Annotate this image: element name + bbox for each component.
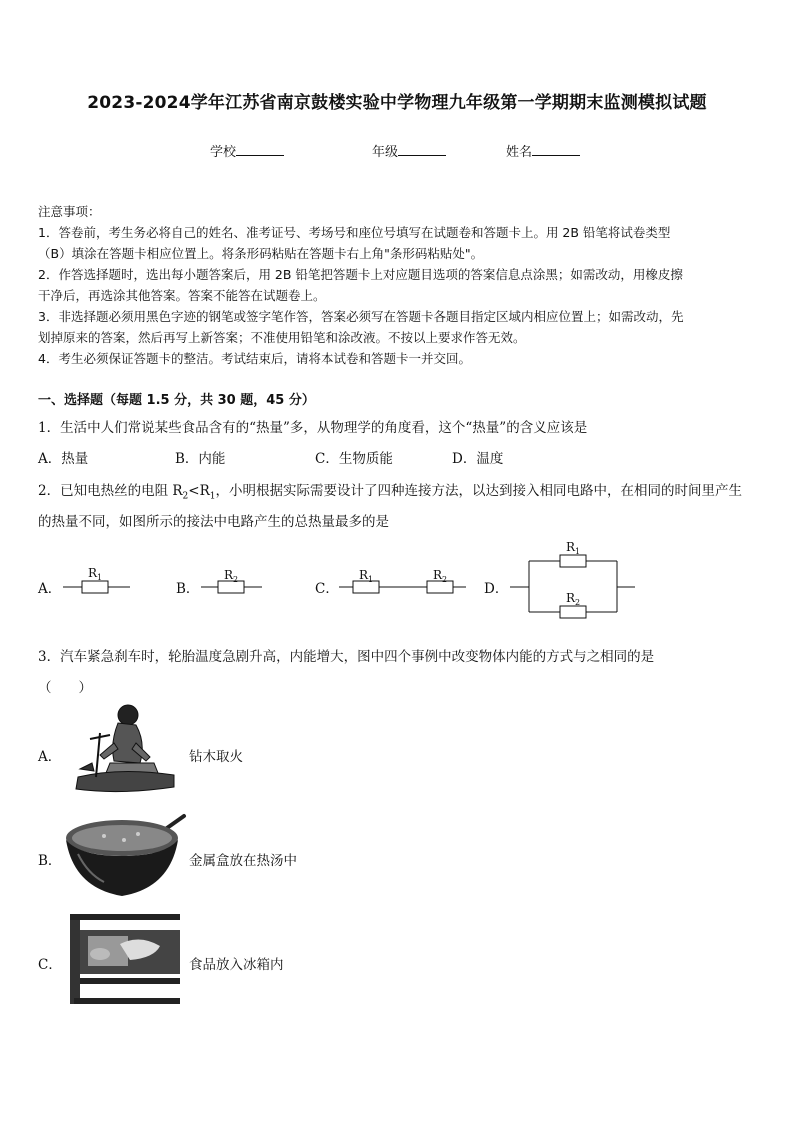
resistor-label-d2: $R_2$ [566,591,581,607]
grade-label: 年级 [372,145,399,160]
name-label: 姓名 [506,145,533,160]
q3-option-a-text: 钻木取火 [189,749,243,765]
q2-option-c-label: C． [315,581,339,597]
notes-heading: 注意事项： [38,204,101,219]
name-blank [532,143,580,156]
q3-stem-line2: （ ） [38,680,92,696]
resistor-label-c2: $R_2$ [433,568,448,584]
q2-stem-part: <R [188,483,210,499]
q1-options [38,447,758,467]
resistor-label-d1: $R_1$ [566,540,581,556]
resistor-label-b: $R_2$ [224,568,239,584]
circuit-a [63,581,130,593]
q3-option-a-label: A． [38,749,62,765]
q2-option-d-label: D． [484,581,509,597]
notes-line: （B）填涂在答题卡相应位置上。将条形码粘贴在答题卡右上角"条形码粘贴处"。 [38,246,484,261]
fridge-food-image [70,914,182,1006]
q3-option-b-label: B． [38,853,62,869]
q3-option-c-text: 食品放入冰箱内 [189,957,284,973]
notes-line: 划掉原来的答案，然后再写上新答案；不准使用铅笔和涂改液。不按以上要求作答无效。 [38,330,526,345]
resistor-label-a: $R_1$ [88,566,103,582]
q2-sub: 2 [182,491,189,502]
q2-stem-line2: 的热量不同，如图所示的接法中电路产生的总热量最多的是 [38,514,389,530]
q1-option-b: B．内能 [175,451,226,467]
q2-circuits [0,530,794,620]
grade-field [372,141,446,160]
hot-soup-bowl-image [64,810,188,900]
resistor-label-c1: $R_1$ [359,568,374,584]
circuit-d [510,555,635,618]
q2-option-a-label: A． [38,581,62,597]
circuit-b [201,581,262,593]
q2-stem-line1 [38,479,742,502]
q3-option-c-label: C． [38,957,62,973]
q2-option-b-label: B． [176,581,200,597]
q3-stem-line1: 3．汽车紧急刹车时，轮胎温度急剧升高，内能增大，图中四个事例中改变物体内能的方式与之相同的是 [38,649,655,665]
notes-line: 1．答卷前，考生务必将自己的姓名、准考证号、考场号和座位号填写在试题卷和答题卡上。用 2B 铅笔将试卷类型 [38,225,671,240]
exam-title: 2023-2024学年江苏省南京鼓楼实验中学物理九年级第一学期期末监测模拟试题 [87,93,707,113]
q1-option-a: A．热量 [38,451,89,467]
q3-option-b-text: 金属盒放在热汤中 [189,853,297,869]
school-label: 学校 [210,145,237,160]
q2-stem-part: ，小明根据实际需要设计了四种连接方法，以达到接入相同电路中，在相同的时间里产生 [215,483,742,499]
drilling-wood-fire-image [70,703,182,798]
notes-line: 3．非选择题必须用黑色字迹的钢笔或签字笔作答，答案必须写在答题卡各题目指定区域内相应位置上；如需改动，先 [38,309,684,324]
q2-sub: 1 [209,491,216,502]
q1-stem: 1．生活中人们常说某些食品含有的“热量”多，从物理学的角度看，这个“热量”的含义应该是 [38,420,588,436]
q1-option-d: D．温度 [452,451,504,467]
q2-stem-part: 2．已知电热丝的电阻 R [38,483,183,499]
school-field [210,141,284,160]
notes-line: 2．作答选择题时，选出每小题答案后，用 2B 铅笔把答题卡上对应题目选项的答案信息点涂黑；如需改动，用橡皮擦 [38,267,683,282]
grade-blank [398,143,446,156]
notes-line: 4．考生必须保证答题卡的整洁。考试结束后，请将本试卷和答题卡一并交回。 [38,351,471,366]
q1-option-c: C．生物质能 [315,451,393,467]
school-blank [236,143,284,156]
notes-line: 干净后，再选涂其他答案。答案不能答在试题卷上。 [38,288,326,303]
name-field [506,141,580,160]
section-heading: 一、选择题（每题 1.5 分，共 30 题，45 分） [38,393,315,408]
